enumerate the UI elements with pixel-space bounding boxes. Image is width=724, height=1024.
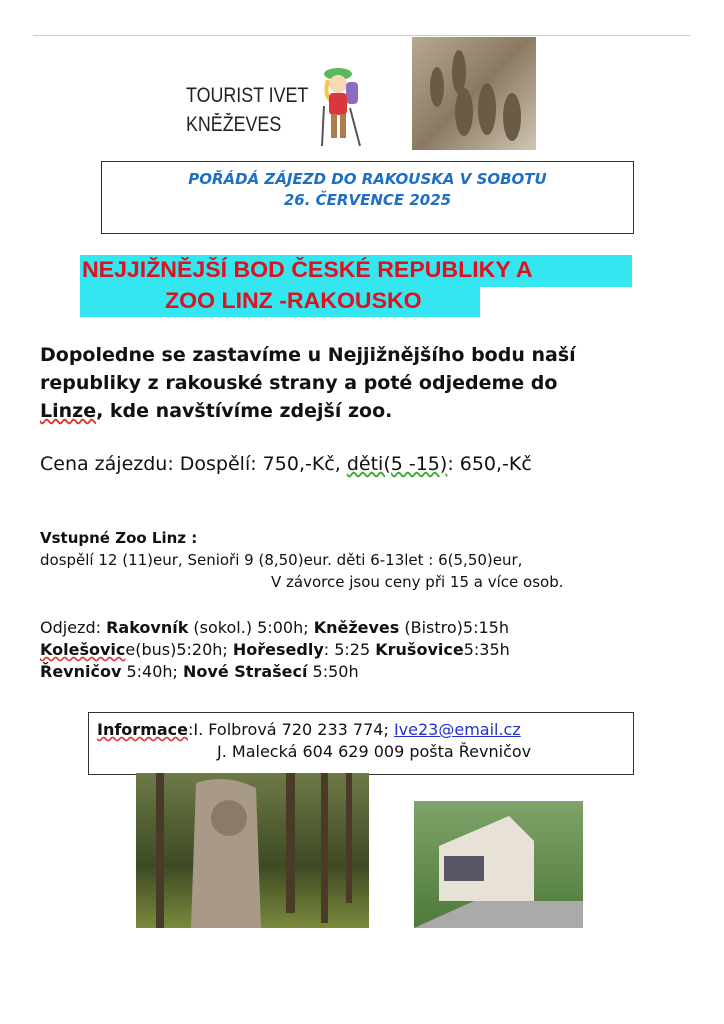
intro-line1: Dopoledne se zastavíme u Nejjižnějšího bodu naší <box>40 344 576 366</box>
stop-time: 5:50h <box>307 662 359 681</box>
stop-name: Kolešovic <box>40 640 126 659</box>
email-link[interactable]: Ive23@email.cz <box>393 720 521 739</box>
intro-line2: republiky z rakouské strany a poté odjedeme do <box>40 372 558 394</box>
banner-line2: 26. ČERVENCE 2025 <box>283 191 452 209</box>
logo-line1: TOURIST IVET <box>186 84 309 107</box>
logo-line2: KNĚŽEVES <box>186 113 282 136</box>
stop-time: (Bistro)5:15h <box>399 618 509 637</box>
info-contact2: J. Malecká 604 629 009 pošta Řevničov <box>217 742 532 761</box>
stop-name: Řevničov <box>40 662 122 681</box>
headline-line1: NEJJIŽNĚJŠÍ BOD ČESKÉ REPUBLIKY A <box>82 257 533 282</box>
price-line <box>40 453 532 475</box>
info-label: Informace <box>97 720 188 739</box>
intro-paragraph <box>40 341 576 425</box>
zoo-entrance-photo <box>414 801 583 928</box>
stop-name: Krušovice <box>375 640 464 659</box>
headline-line2: ZOO LINZ -RAKOUSKO <box>165 288 422 313</box>
entry-section <box>40 527 563 593</box>
stop-name: Hořesedly <box>232 640 324 659</box>
meerkats-photo <box>412 37 536 150</box>
entry-title: Vstupné Zoo Linz : <box>40 529 198 547</box>
stop-time: 5:35h <box>463 640 510 659</box>
info-box <box>88 712 634 775</box>
info-contact1: :I. Folbrová 720 233 774; <box>188 720 394 739</box>
hiker-illustration <box>316 66 362 148</box>
stop-time: : 5:25 <box>323 640 376 659</box>
price-kids-label: děti(5 -15) <box>346 453 448 475</box>
top-divider <box>33 35 690 36</box>
departure-section <box>40 617 510 683</box>
stop-time: 5:40h; <box>121 662 184 681</box>
banner-line1: POŘÁDÁ ZÁJEZD DO RAKOUSKA V SOBOTU <box>188 170 547 188</box>
stop-name: Kněževes <box>313 618 400 637</box>
stop-name: Rakovník <box>106 618 189 637</box>
departure-label: Odjezd: <box>40 618 107 637</box>
price-kids: : 650,-Kč <box>447 453 532 475</box>
entry-prices: dospělí 12 (11)eur, Senioři 9 (8,50)eur. děti 6-13let : 6(5,50)eur, <box>40 551 523 569</box>
forest-monument-photo <box>136 773 369 928</box>
intro-line3: , kde navštívíme zdejší zoo. <box>96 400 393 422</box>
stop-name: Nové Strašecí <box>183 662 308 681</box>
banner-box <box>101 161 634 234</box>
entry-note: V závorce jsou ceny při 15 a více osob. <box>271 573 564 591</box>
stop-time: e(bus)5:20h; <box>125 640 233 659</box>
stop-time: (sokol.) 5:00h; <box>188 618 314 637</box>
intro-linze: Linze <box>40 400 97 422</box>
price-adults: Cena zájezdu: Dospělí: 750,-Kč, <box>40 453 347 475</box>
